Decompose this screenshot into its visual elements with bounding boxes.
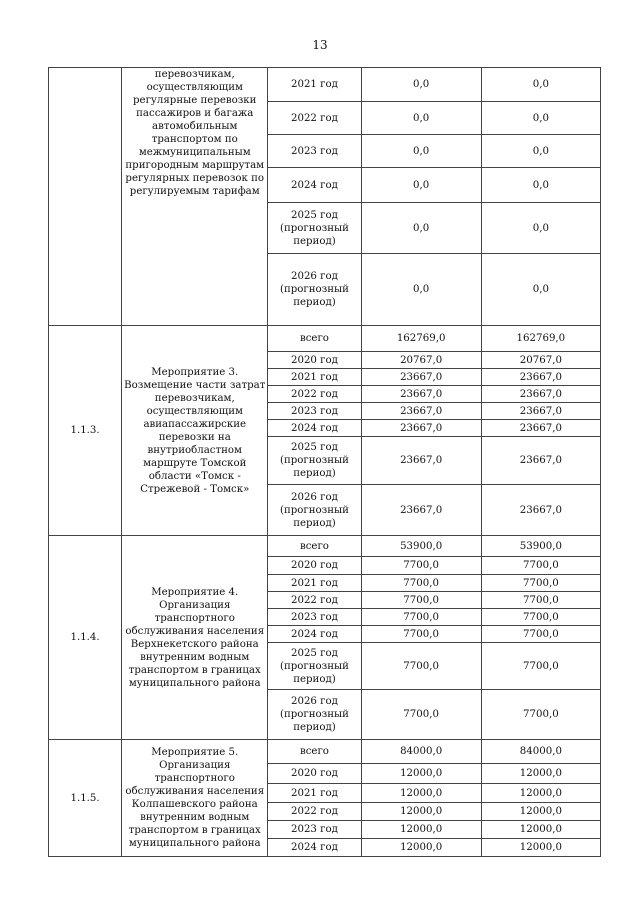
value-cell: 0,0 (361, 254, 481, 326)
value-cell: 0,0 (361, 203, 481, 254)
year-label: 2026 год (прогнозный период) (268, 485, 361, 536)
year-label: всего (268, 326, 361, 352)
value-cell: 7700,0 (481, 557, 600, 575)
year-label: 2022 год (268, 803, 361, 821)
value-cell: 53900,0 (361, 536, 481, 557)
value-cell: 23667,0 (481, 485, 600, 536)
value-cell: 23667,0 (361, 403, 481, 420)
year-label: 2020 год (268, 764, 361, 784)
table-row (49, 68, 601, 102)
value-cell: 7700,0 (361, 592, 481, 609)
value-cell: 0,0 (481, 102, 600, 135)
year-label: 2026 год (прогнозный период) (268, 690, 361, 740)
value-cell: 0,0 (481, 203, 600, 254)
value-cell: 23667,0 (481, 420, 600, 437)
value-cell: 0,0 (481, 135, 600, 168)
year-label: 2024 год (268, 168, 361, 203)
year-label: 2021 год (268, 68, 361, 102)
value-cell: 7700,0 (361, 609, 481, 626)
year-label: всего (268, 536, 361, 557)
measure-description: Мероприятие 5. Организация транспортного обслуживания населения Колпашевского района внутренним водным транспортом в границах муниципального района (122, 740, 268, 857)
year-label: 2023 год (268, 135, 361, 168)
value-cell: 12000,0 (481, 839, 600, 857)
value-cell: 7700,0 (481, 626, 600, 643)
year-label: 2023 год (268, 403, 361, 420)
funding-table (48, 67, 601, 857)
year-label: 2023 год (268, 609, 361, 626)
value-cell: 84000,0 (481, 740, 600, 764)
value-cell: 0,0 (361, 168, 481, 203)
year-label: 2020 год (268, 557, 361, 575)
value-cell: 7700,0 (361, 557, 481, 575)
measure-description: Мероприятие 3. Возмещение части затрат перевозчикам, осуществляющим авиапассажирские перевозки на внутриобластном маршруте Томской области «Томск - Стрежевой - Томск» (122, 326, 268, 536)
value-cell: 7700,0 (361, 690, 481, 740)
year-label: всего (268, 740, 361, 764)
year-label: 2024 год (268, 839, 361, 857)
year-label: 2025 год (прогнозный период) (268, 643, 361, 690)
table-row (49, 326, 601, 352)
value-cell: 20767,0 (361, 352, 481, 369)
page-number: 13 (312, 38, 328, 52)
value-cell: 0,0 (481, 68, 600, 102)
row-number: 1.1.4. (49, 536, 122, 740)
value-cell: 23667,0 (361, 369, 481, 386)
value-cell: 162769,0 (481, 326, 600, 352)
value-cell: 23667,0 (481, 386, 600, 403)
year-label: 2022 год (268, 386, 361, 403)
year-label: 2022 год (268, 102, 361, 135)
value-cell: 7700,0 (481, 690, 600, 740)
value-cell: 12000,0 (481, 784, 600, 803)
year-label: 2021 год (268, 575, 361, 592)
table-row (49, 740, 601, 764)
value-cell: 7700,0 (361, 626, 481, 643)
value-cell: 162769,0 (361, 326, 481, 352)
row-number-cell (49, 68, 122, 326)
year-label: 2025 год (прогнозный период) (268, 437, 361, 485)
value-cell: 12000,0 (361, 784, 481, 803)
value-cell: 23667,0 (361, 420, 481, 437)
value-cell: 20767,0 (481, 352, 600, 369)
value-cell: 0,0 (361, 135, 481, 168)
value-cell: 7700,0 (481, 609, 600, 626)
value-cell: 7700,0 (361, 643, 481, 690)
year-label: 2020 год (268, 352, 361, 369)
value-cell: 53900,0 (481, 536, 600, 557)
value-cell: 23667,0 (361, 437, 481, 485)
year-label: 2024 год (268, 420, 361, 437)
value-cell: 23667,0 (481, 437, 600, 485)
value-cell: 7700,0 (481, 643, 600, 690)
measure-description: Мероприятие 4. Организация транспортного обслуживания населения Верхнекетского района внутренним водным транспортом в границах муниципального района (122, 536, 268, 740)
year-label: 2024 год (268, 626, 361, 643)
value-cell: 23667,0 (481, 369, 600, 386)
value-cell: 7700,0 (481, 592, 600, 609)
value-cell: 7700,0 (481, 575, 600, 592)
value-cell: 23667,0 (481, 403, 600, 420)
value-cell: 12000,0 (481, 803, 600, 821)
table-row (49, 536, 601, 557)
year-label: 2021 год (268, 369, 361, 386)
value-cell: 0,0 (361, 68, 481, 102)
value-cell: 12000,0 (361, 839, 481, 857)
value-cell: 23667,0 (361, 386, 481, 403)
value-cell: 84000,0 (361, 740, 481, 764)
year-label: 2026 год (прогнозный период) (268, 254, 361, 326)
value-cell: 0,0 (481, 254, 600, 326)
value-cell: 23667,0 (361, 485, 481, 536)
value-cell: 7700,0 (361, 575, 481, 592)
year-label: 2025 год (прогнозный период) (268, 203, 361, 254)
value-cell: 12000,0 (481, 821, 600, 839)
year-label: 2023 год (268, 821, 361, 839)
row-number: 1.1.5. (49, 740, 122, 857)
value-cell: 12000,0 (361, 764, 481, 784)
value-cell: 0,0 (481, 168, 600, 203)
year-label: 2022 год (268, 592, 361, 609)
value-cell: 12000,0 (361, 821, 481, 839)
year-label: 2021 год (268, 784, 361, 803)
value-cell: 0,0 (361, 102, 481, 135)
value-cell: 12000,0 (481, 764, 600, 784)
measure-description: перевозчикам, осуществляющим регулярные перевозки пассажиров и багажа автомобильным транспортом по межмуниципальным пригородным маршрутам регулярных перевозок по регулируемым тарифам (122, 68, 268, 326)
row-number: 1.1.3. (49, 326, 122, 536)
value-cell: 12000,0 (361, 803, 481, 821)
